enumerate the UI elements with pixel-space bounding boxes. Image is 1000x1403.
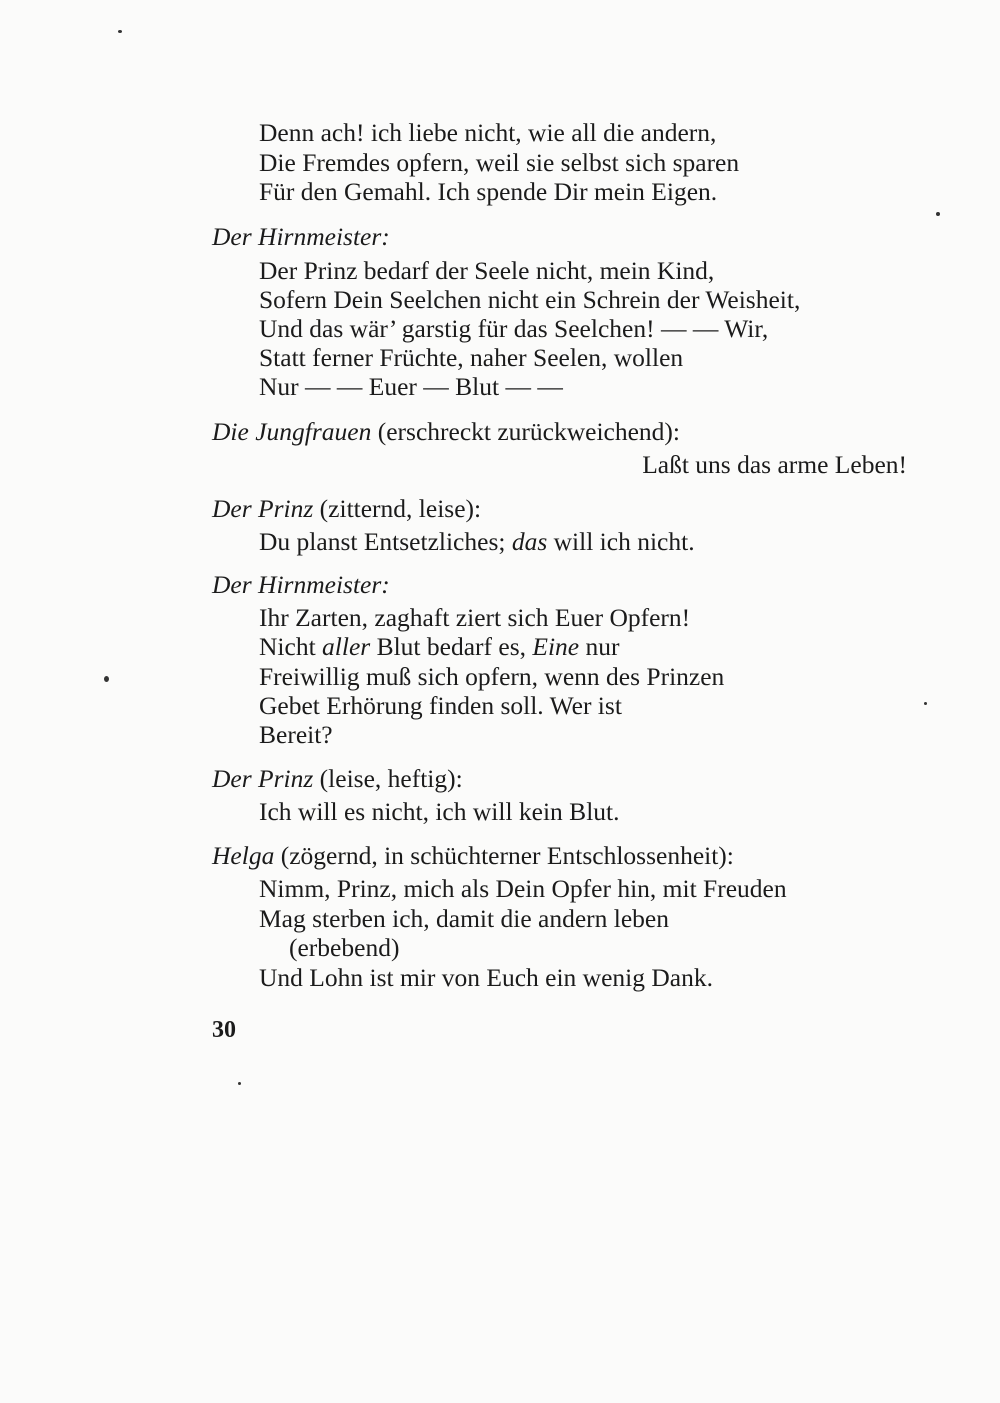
speaker-label: Helga [212,841,275,870]
speaker-label: Der Hirnmeister: [212,570,390,599]
stage-direction: (erschreckt zurückweichend): [377,417,681,446]
verse-text: Du planst Entsetzliches; [259,527,512,556]
scan-speck [104,676,109,682]
verse-line: Laßt uns das arme Leben! [642,450,907,479]
verse-line: Denn ach! ich liebe nicht, wie all die andern, [259,118,717,147]
verse-text: will ich nicht. [547,527,695,556]
verse-line: Sofern Dein Seelchen nicht ein Schrein der Weisheit, [259,285,801,314]
speaker-label: Der Hirnmeister: [212,222,390,251]
verse-line: Nur — — Euer — Blut — — [259,372,563,401]
speaker-label: Die Jungfrauen [212,417,372,446]
emphasis-text: das [511,527,548,556]
scan-speck [238,1082,241,1085]
verse-text: nur [579,632,620,661]
speaker-line [212,841,734,871]
emphasis-text: aller [322,632,371,661]
verse-line: Mag sterben ich, damit die andern leben [259,904,669,933]
stage-direction: (zitternd, leise): [319,494,482,523]
verse-text: Blut bedarf es, [370,632,533,661]
verse-line: Freiwillig muß sich opfern, wenn des Prinzen [259,662,725,691]
scan-speck [118,30,122,33]
page-number: 30 [212,1017,236,1043]
verse-line [259,632,619,662]
verse-line: Ihr Zarten, zaghaft ziert sich Euer Opfern! [259,603,691,632]
emphasis-text: Eine [532,632,580,661]
verse-line: Die Fremdes opfern, weil sie selbst sich sparen [259,148,740,177]
verse-text: Nicht [259,632,323,661]
speaker-line [212,494,481,524]
verse-line: Und das wär’ garstig für das Seelchen! — — Wir, [259,314,769,343]
scan-speck [936,212,940,216]
speaker-label: Der Prinz [212,494,314,523]
verse-line: Für den Gemahl. Ich spende Dir mein Eigen. [259,177,718,206]
speaker-label: Der Prinz [212,764,314,793]
stage-direction: (zögernd, in schüchterner Entschlossenheit): [280,841,734,870]
speaker-line [212,417,680,447]
verse-line: Gebet Erhörung finden soll. Wer ist [259,691,622,720]
verse-line: Statt ferner Früchte, naher Seelen, wollen [259,343,684,372]
stage-direction: (leise, heftig): [319,764,463,793]
verse-line: Bereit? [259,720,333,749]
verse-line: Nimm, Prinz, mich als Dein Opfer hin, mit Freuden [259,874,787,903]
scan-speck [924,702,927,705]
stage-direction: (erbebend) [289,933,400,962]
verse-line: Ich will es nicht, ich will kein Blut. [259,797,620,826]
verse-line: Der Prinz bedarf der Seele nicht, mein Kind, [259,256,715,285]
verse-line: Und Lohn ist mir von Euch ein wenig Dank. [259,963,713,992]
verse-line [259,527,695,557]
speaker-line [212,764,463,794]
